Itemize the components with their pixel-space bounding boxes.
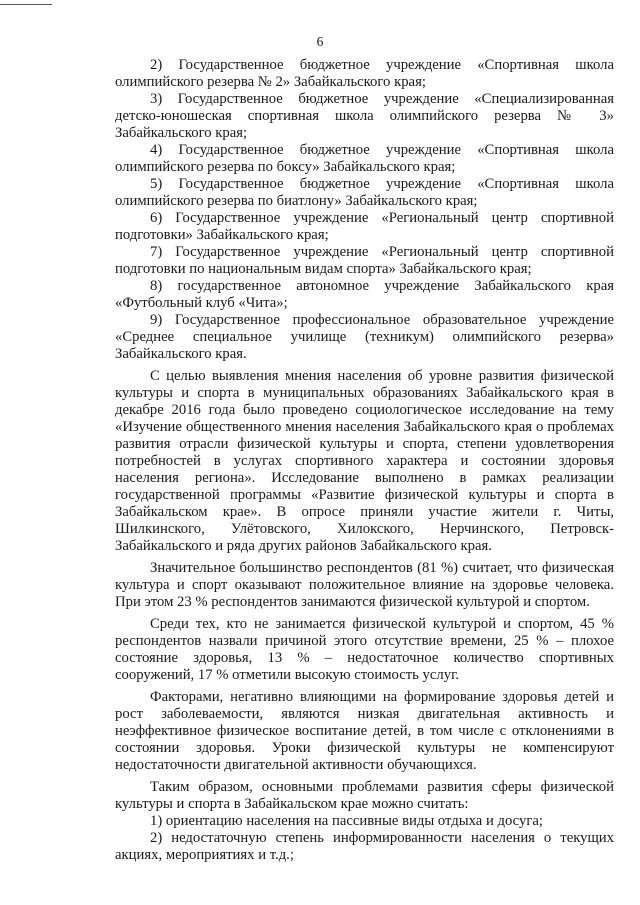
list-item-institution-4: 4) Государственное бюджетное учреждение «Спортивная школа олимпийского резерва по боксу» Забайкальского края;: [115, 142, 614, 175]
paragraph-majority: Значительное большинство респондентов (81 %) считает, что физическая культура и спорт оказывают положительное влияние на здоровье человека. При этом 23 % респондентов занимаются физической культурой и спортом.: [115, 560, 614, 610]
document-body: [115, 57, 614, 864]
list-item-problem-1: 1) ориентацию населения на пассивные виды отдыха и досуга;: [150, 813, 543, 829]
list-item-institution-2: 2) Государственное бюджетное учреждение «Спортивная школа олимпийского резерва № 2» Забайкальского края;: [115, 57, 614, 90]
scan-corner-mark: [0, 4, 52, 5]
paragraph-reasons: Среди тех, кто не занимается физической культурой и спортом, 45 % респондентов назвали причиной этого отсутствие времени, 25 % – плохое состояние здоровья, 13 % – недостаточное количество спортивных сооружений, 17 % отметили высокую стоимость услуг.: [115, 616, 614, 683]
list-item-institution-5: 5) Государственное бюджетное учреждение «Спортивная школа олимпийского резерва по биатлону» Забайкальского края;: [115, 176, 614, 209]
list-item-institution-6: 6) Государственное учреждение «Региональный центр спортивной подготовки» Забайкальского края;: [115, 210, 614, 243]
paragraph-factors: Факторами, негативно влияющими на формирование здоровья детей и рост заболеваемости, являются низкая двигательная активность и неэффективное физическое воспитание детей, в том числе с отклонениями в состоянии здоровья. Уроки физической культуры не компенсируют недостаточности двигательной активности обучающихся.: [115, 689, 614, 773]
list-item-problem-2: 2) недостаточную степень информированности населения о текущих акциях, мероприятиях и т.д.;: [115, 830, 614, 863]
page-number: 6: [316, 34, 324, 49]
list-item-institution-7: 7) Государственное учреждение «Региональный центр спортивной подготовки по национальным видам спорта» Забайкальского края;: [115, 244, 614, 277]
list-item-institution-8: 8) государственное автономное учреждение Забайкальского края «Футбольный клуб «Чита»;: [115, 278, 614, 311]
list-item-institution-3: 3) Государственное бюджетное учреждение «Специализированная детско-юношеская спортивная школа олимпийского резерва № 3» Забайкальского края;: [115, 91, 614, 141]
paragraph-problems-intro: Таким образом, основными проблемами развития сферы физической культуры и спорта в Забайкальском крае можно считать:: [115, 779, 614, 812]
list-item-institution-9: 9) Государственное профессиональное образовательное учреждение «Среднее специальное училище (техникум) олимпийского резерва» Забайкальского края.: [115, 312, 614, 362]
paragraph-survey: С целью выявления мнения населения об уровне развития физической культуры и спорта в муниципальных образованиях Забайкальского края в декабре 2016 года было проведено социологическое исследование на тему «Изучение общественного мнения населения Забайкальского края о проблемах развития отрасли физической культуры и спорта, степени удовлетворения потребностей в услугах спортивного характера и состоянии здоровья населения региона». Исследование выполнено в рамках реализации государственной программы «Развитие физической культуры и спорта в Забайкальском крае». В опросе приняли участие жители г. Читы, Шилкинского, Улётовского, Хилокского, Нерчинского, Петровск-Забайкальского и ряда других районов Забайкальского края.: [115, 368, 614, 554]
